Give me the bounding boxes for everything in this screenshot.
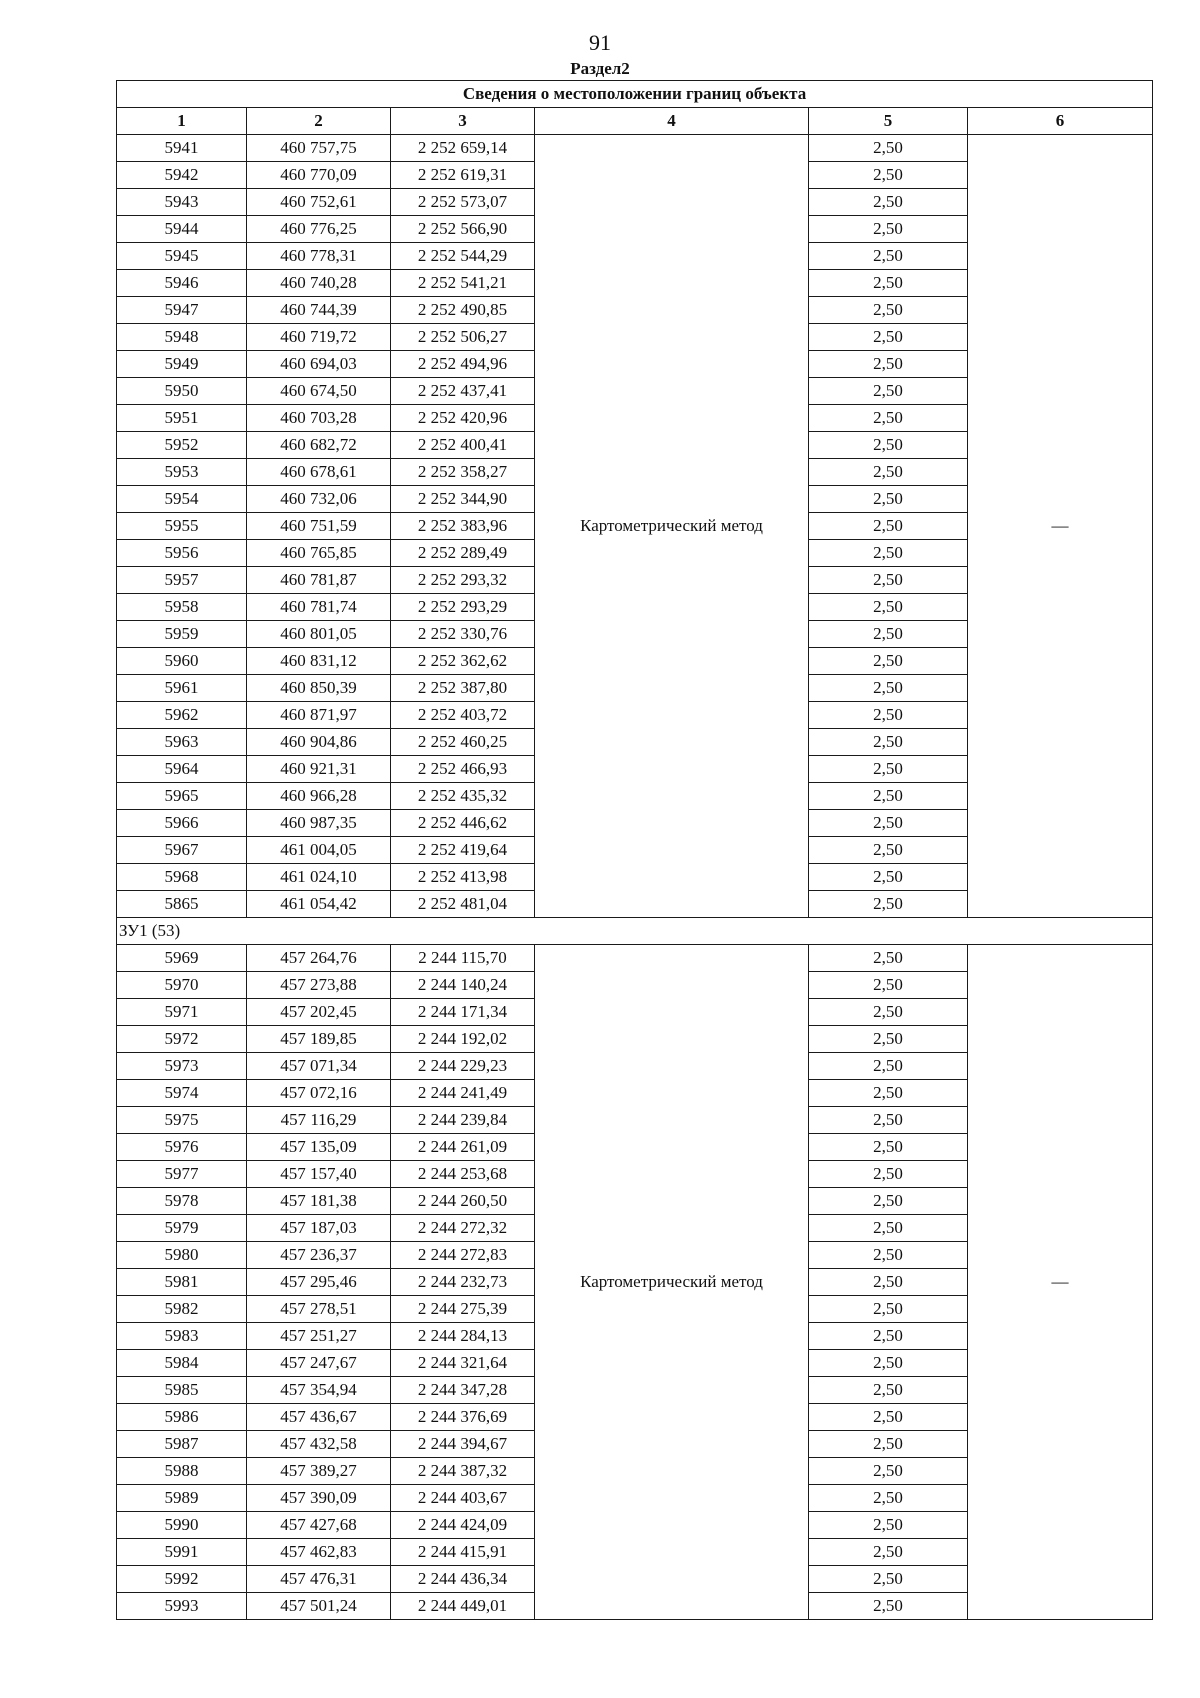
point-number: 5986 <box>117 1404 247 1431</box>
coordinate-x: 461 004,05 <box>247 837 391 864</box>
boundary-coordinates-table <box>116 80 1153 1620</box>
accuracy-value: 2,50 <box>809 459 968 486</box>
accuracy-value: 2,50 <box>809 1242 968 1269</box>
coordinate-x: 457 476,31 <box>247 1566 391 1593</box>
coordinate-x: 457 390,09 <box>247 1485 391 1512</box>
accuracy-value: 2,50 <box>809 1215 968 1242</box>
coordinate-x: 460 904,86 <box>247 729 391 756</box>
point-number: 5983 <box>117 1323 247 1350</box>
accuracy-value: 2,50 <box>809 810 968 837</box>
table-body <box>117 135 1153 1620</box>
accuracy-value: 2,50 <box>809 999 968 1026</box>
accuracy-value: 2,50 <box>809 729 968 756</box>
coordinate-y: 2 252 413,98 <box>391 864 535 891</box>
column-header: 4 <box>535 108 809 135</box>
coordinate-x: 457 135,09 <box>247 1134 391 1161</box>
coordinate-x: 457 389,27 <box>247 1458 391 1485</box>
accuracy-value: 2,50 <box>809 1026 968 1053</box>
coordinate-x: 457 354,94 <box>247 1377 391 1404</box>
coordinate-x: 460 921,31 <box>247 756 391 783</box>
coordinate-x: 460 987,35 <box>247 810 391 837</box>
section-title: Раздел2 <box>570 59 630 78</box>
point-number: 5950 <box>117 378 247 405</box>
coordinate-y: 2 244 272,32 <box>391 1215 535 1242</box>
coordinate-y: 2 252 420,96 <box>391 405 535 432</box>
coordinate-x: 457 247,67 <box>247 1350 391 1377</box>
coordinate-y: 2 252 403,72 <box>391 702 535 729</box>
coordinate-y: 2 244 449,01 <box>391 1593 535 1620</box>
group-label-row <box>117 918 1153 945</box>
point-number: 5971 <box>117 999 247 1026</box>
coordinate-y: 2 252 566,90 <box>391 216 535 243</box>
coordinate-y: 2 252 358,27 <box>391 459 535 486</box>
coordinate-y: 2 244 115,70 <box>391 945 535 972</box>
coordinate-x: 457 432,58 <box>247 1431 391 1458</box>
accuracy-value: 2,50 <box>809 189 968 216</box>
accuracy-value: 2,50 <box>809 216 968 243</box>
coordinate-x: 460 751,59 <box>247 513 391 540</box>
accuracy-value: 2,50 <box>809 1107 968 1134</box>
accuracy-value: 2,50 <box>809 756 968 783</box>
point-number: 5865 <box>117 891 247 918</box>
point-number: 5965 <box>117 783 247 810</box>
coordinate-x: 457 427,68 <box>247 1512 391 1539</box>
coordinate-x: 457 187,03 <box>247 1215 391 1242</box>
coordinate-y: 2 252 481,04 <box>391 891 535 918</box>
point-number: 5947 <box>117 297 247 324</box>
coordinate-y: 2 252 619,31 <box>391 162 535 189</box>
point-number: 5966 <box>117 810 247 837</box>
coordinate-x: 457 236,37 <box>247 1242 391 1269</box>
point-number: 5942 <box>117 162 247 189</box>
point-number: 5979 <box>117 1215 247 1242</box>
accuracy-value: 2,50 <box>809 1134 968 1161</box>
coordinate-y: 2 244 232,73 <box>391 1269 535 1296</box>
coordinate-x: 460 744,39 <box>247 297 391 324</box>
point-number: 5970 <box>117 972 247 999</box>
coordinate-x: 460 757,75 <box>247 135 391 162</box>
point-number: 5968 <box>117 864 247 891</box>
coordinate-y: 2 244 239,84 <box>391 1107 535 1134</box>
coordinate-x: 460 765,85 <box>247 540 391 567</box>
accuracy-value: 2,50 <box>809 135 968 162</box>
coordinate-x: 457 071,34 <box>247 1053 391 1080</box>
accuracy-value: 2,50 <box>809 405 968 432</box>
column-header: 5 <box>809 108 968 135</box>
point-number: 5953 <box>117 459 247 486</box>
coordinate-y: 2 244 424,09 <box>391 1512 535 1539</box>
coordinate-x: 460 770,09 <box>247 162 391 189</box>
coordinate-x: 457 202,45 <box>247 999 391 1026</box>
coordinate-y: 2 252 466,93 <box>391 756 535 783</box>
point-number: 5978 <box>117 1188 247 1215</box>
note-cell: — <box>968 135 1153 918</box>
coordinate-x: 460 752,61 <box>247 189 391 216</box>
coordinate-y: 2 252 293,32 <box>391 567 535 594</box>
coordinate-y: 2 252 573,07 <box>391 189 535 216</box>
coordinate-x: 461 054,42 <box>247 891 391 918</box>
method-cell: Картометрический метод <box>535 135 809 918</box>
coordinate-y: 2 252 544,29 <box>391 243 535 270</box>
point-number: 5960 <box>117 648 247 675</box>
accuracy-value: 2,50 <box>809 783 968 810</box>
coordinate-y: 2 252 289,49 <box>391 540 535 567</box>
column-header: 6 <box>968 108 1153 135</box>
accuracy-value: 2,50 <box>809 1431 968 1458</box>
coordinate-x: 460 781,74 <box>247 594 391 621</box>
accuracy-value: 2,50 <box>809 324 968 351</box>
accuracy-value: 2,50 <box>809 378 968 405</box>
point-number: 5962 <box>117 702 247 729</box>
header-row <box>117 108 1153 135</box>
point-number: 5941 <box>117 135 247 162</box>
coordinate-y: 2 252 435,32 <box>391 783 535 810</box>
point-number: 5954 <box>117 486 247 513</box>
coordinate-y: 2 244 347,28 <box>391 1377 535 1404</box>
column-header: 2 <box>247 108 391 135</box>
accuracy-value: 2,50 <box>809 594 968 621</box>
coordinate-x: 457 181,38 <box>247 1188 391 1215</box>
point-number: 5993 <box>117 1593 247 1620</box>
coordinate-x: 457 436,67 <box>247 1404 391 1431</box>
coordinate-y: 2 244 394,67 <box>391 1431 535 1458</box>
accuracy-value: 2,50 <box>809 1458 968 1485</box>
point-number: 5989 <box>117 1485 247 1512</box>
accuracy-value: 2,50 <box>809 1188 968 1215</box>
coordinate-x: 460 966,28 <box>247 783 391 810</box>
coordinate-x: 460 740,28 <box>247 270 391 297</box>
table-row <box>117 135 1153 162</box>
coordinate-y: 2 252 293,29 <box>391 594 535 621</box>
coordinate-x: 460 776,25 <box>247 216 391 243</box>
coordinate-x: 461 024,10 <box>247 864 391 891</box>
accuracy-value: 2,50 <box>809 1350 968 1377</box>
coordinate-y: 2 252 362,62 <box>391 648 535 675</box>
coordinate-x: 460 694,03 <box>247 351 391 378</box>
coordinate-x: 457 072,16 <box>247 1080 391 1107</box>
point-number: 5956 <box>117 540 247 567</box>
accuracy-value: 2,50 <box>809 1593 968 1620</box>
coordinate-x: 460 732,06 <box>247 486 391 513</box>
coordinate-x: 460 871,97 <box>247 702 391 729</box>
accuracy-value: 2,50 <box>809 486 968 513</box>
point-number: 5981 <box>117 1269 247 1296</box>
point-number: 5991 <box>117 1539 247 1566</box>
accuracy-value: 2,50 <box>809 648 968 675</box>
coordinate-y: 2 244 415,91 <box>391 1539 535 1566</box>
table-caption: Сведения о местоположении границ объекта <box>117 81 1153 108</box>
coordinate-x: 460 801,05 <box>247 621 391 648</box>
point-number: 5955 <box>117 513 247 540</box>
point-number: 5944 <box>117 216 247 243</box>
coordinate-x: 460 703,28 <box>247 405 391 432</box>
point-number: 5943 <box>117 189 247 216</box>
point-number: 5951 <box>117 405 247 432</box>
page-number: 91 <box>589 30 611 55</box>
point-number: 5967 <box>117 837 247 864</box>
table-row <box>117 945 1153 972</box>
point-number: 5973 <box>117 1053 247 1080</box>
coordinate-x: 457 273,88 <box>247 972 391 999</box>
coordinate-y: 2 252 387,80 <box>391 675 535 702</box>
accuracy-value: 2,50 <box>809 243 968 270</box>
coordinate-y: 2 244 275,39 <box>391 1296 535 1323</box>
coordinate-y: 2 252 541,21 <box>391 270 535 297</box>
accuracy-value: 2,50 <box>809 1539 968 1566</box>
coordinate-x: 460 678,61 <box>247 459 391 486</box>
point-number: 5974 <box>117 1080 247 1107</box>
coordinate-y: 2 244 171,34 <box>391 999 535 1026</box>
accuracy-value: 2,50 <box>809 1377 968 1404</box>
point-number: 5976 <box>117 1134 247 1161</box>
point-number: 5984 <box>117 1350 247 1377</box>
accuracy-value: 2,50 <box>809 432 968 459</box>
point-number: 5987 <box>117 1431 247 1458</box>
accuracy-value: 2,50 <box>809 351 968 378</box>
coordinate-x: 457 116,29 <box>247 1107 391 1134</box>
accuracy-value: 2,50 <box>809 1404 968 1431</box>
point-number: 5952 <box>117 432 247 459</box>
point-number: 5985 <box>117 1377 247 1404</box>
accuracy-value: 2,50 <box>809 1566 968 1593</box>
accuracy-value: 2,50 <box>809 540 968 567</box>
coordinate-y: 2 244 229,23 <box>391 1053 535 1080</box>
accuracy-value: 2,50 <box>809 675 968 702</box>
coordinate-x: 460 781,87 <box>247 567 391 594</box>
accuracy-value: 2,50 <box>809 1512 968 1539</box>
accuracy-value: 2,50 <box>809 513 968 540</box>
coordinate-x: 457 264,76 <box>247 945 391 972</box>
coordinate-y: 2 244 284,13 <box>391 1323 535 1350</box>
point-number: 5972 <box>117 1026 247 1053</box>
coordinate-y: 2 244 403,67 <box>391 1485 535 1512</box>
method-cell: Картометрический метод <box>535 945 809 1620</box>
point-number: 5969 <box>117 945 247 972</box>
accuracy-value: 2,50 <box>809 702 968 729</box>
coordinate-y: 2 244 387,32 <box>391 1458 535 1485</box>
point-number: 5946 <box>117 270 247 297</box>
accuracy-value: 2,50 <box>809 1323 968 1350</box>
coordinate-y: 2 252 437,41 <box>391 378 535 405</box>
coordinate-y: 2 244 272,83 <box>391 1242 535 1269</box>
point-number: 5945 <box>117 243 247 270</box>
coordinate-y: 2 252 494,96 <box>391 351 535 378</box>
accuracy-value: 2,50 <box>809 972 968 999</box>
coordinate-x: 457 251,27 <box>247 1323 391 1350</box>
point-number: 5948 <box>117 324 247 351</box>
accuracy-value: 2,50 <box>809 891 968 918</box>
accuracy-value: 2,50 <box>809 1161 968 1188</box>
point-number: 5992 <box>117 1566 247 1593</box>
accuracy-value: 2,50 <box>809 1080 968 1107</box>
coordinate-y: 2 244 241,49 <box>391 1080 535 1107</box>
coordinate-x: 457 189,85 <box>247 1026 391 1053</box>
coordinate-y: 2 244 260,50 <box>391 1188 535 1215</box>
point-number: 5980 <box>117 1242 247 1269</box>
accuracy-value: 2,50 <box>809 567 968 594</box>
point-number: 5975 <box>117 1107 247 1134</box>
accuracy-value: 2,50 <box>809 1296 968 1323</box>
coordinate-y: 2 252 659,14 <box>391 135 535 162</box>
point-number: 5977 <box>117 1161 247 1188</box>
coordinate-y: 2 244 192,02 <box>391 1026 535 1053</box>
coordinate-x: 457 501,24 <box>247 1593 391 1620</box>
coordinate-x: 460 719,72 <box>247 324 391 351</box>
point-number: 5959 <box>117 621 247 648</box>
coordinate-y: 2 252 446,62 <box>391 810 535 837</box>
column-header: 1 <box>117 108 247 135</box>
accuracy-value: 2,50 <box>809 864 968 891</box>
coordinate-x: 460 682,72 <box>247 432 391 459</box>
column-header: 3 <box>391 108 535 135</box>
point-number: 5988 <box>117 1458 247 1485</box>
point-number: 5961 <box>117 675 247 702</box>
coordinate-x: 457 295,46 <box>247 1269 391 1296</box>
accuracy-value: 2,50 <box>809 270 968 297</box>
accuracy-value: 2,50 <box>809 297 968 324</box>
coordinate-x: 460 831,12 <box>247 648 391 675</box>
coordinate-x: 457 462,83 <box>247 1539 391 1566</box>
coordinate-y: 2 252 490,85 <box>391 297 535 324</box>
coordinate-y: 2 244 140,24 <box>391 972 535 999</box>
coordinate-x: 460 778,31 <box>247 243 391 270</box>
point-number: 5964 <box>117 756 247 783</box>
coordinate-x: 460 850,39 <box>247 675 391 702</box>
point-number: 5957 <box>117 567 247 594</box>
coordinate-x: 457 157,40 <box>247 1161 391 1188</box>
accuracy-value: 2,50 <box>809 1269 968 1296</box>
coordinate-x: 457 278,51 <box>247 1296 391 1323</box>
accuracy-value: 2,50 <box>809 837 968 864</box>
coordinate-y: 2 252 400,41 <box>391 432 535 459</box>
point-number: 5949 <box>117 351 247 378</box>
coordinate-y: 2 244 253,68 <box>391 1161 535 1188</box>
note-cell: — <box>968 945 1153 1620</box>
coordinate-y: 2 244 376,69 <box>391 1404 535 1431</box>
coordinate-y: 2 252 383,96 <box>391 513 535 540</box>
coordinate-y: 2 244 321,64 <box>391 1350 535 1377</box>
accuracy-value: 2,50 <box>809 162 968 189</box>
point-number: 5958 <box>117 594 247 621</box>
coordinate-y: 2 252 460,25 <box>391 729 535 756</box>
coordinate-y: 2 244 261,09 <box>391 1134 535 1161</box>
coordinate-x: 460 674,50 <box>247 378 391 405</box>
accuracy-value: 2,50 <box>809 1485 968 1512</box>
coordinate-y: 2 252 330,76 <box>391 621 535 648</box>
accuracy-value: 2,50 <box>809 1053 968 1080</box>
accuracy-value: 2,50 <box>809 621 968 648</box>
point-number: 5982 <box>117 1296 247 1323</box>
accuracy-value: 2,50 <box>809 945 968 972</box>
point-number: 5963 <box>117 729 247 756</box>
coordinate-y: 2 252 419,64 <box>391 837 535 864</box>
coordinate-y: 2 252 344,90 <box>391 486 535 513</box>
group-label: ЗУ1 (53) <box>117 918 1153 945</box>
coordinate-y: 2 252 506,27 <box>391 324 535 351</box>
coordinate-y: 2 244 436,34 <box>391 1566 535 1593</box>
point-number: 5990 <box>117 1512 247 1539</box>
